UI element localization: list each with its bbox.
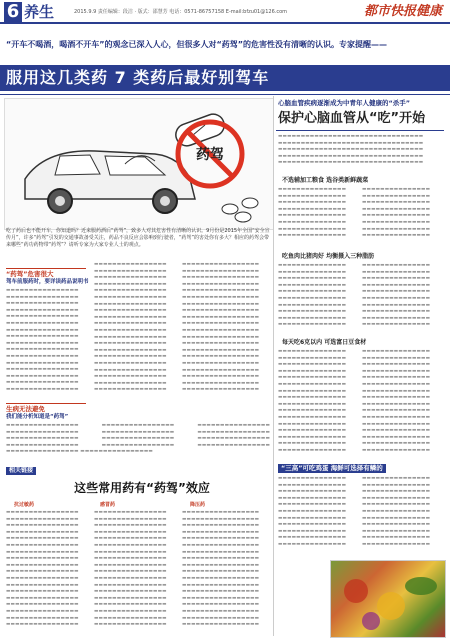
body-text-col1: ▬▬▬▬▬▬▬▬▬▬▬▬▬▬▬▬ ▬▬▬▬▬▬▬▬▬▬▬▬▬▬▬▬ ▬▬▬▬▬▬▬▬▬▬▬▬▬▬▬▬ ▬▬▬▬▬▬▬▬▬▬▬▬▬▬▬▬ ▬▬▬▬▬▬▬▬▬▬▬▬▬▬▬▬ ▬▬▬▬▬▬▬▬▬▬▬▬▬▬▬▬ ▬▬▬▬▬▬▬▬▬▬▬▬▬▬▬▬ ▬▬▬▬▬▬▬▬▬▬▬▬▬▬▬▬ ▬▬▬▬▬▬▬▬▬▬▬▬▬▬▬▬ ▬▬▬▬▬▬▬▬▬▬▬▬▬▬▬▬ ▬▬▬▬▬▬▬▬▬▬▬▬▬▬▬▬ ▬▬▬▬▬▬▬▬▬▬▬▬▬▬▬▬ ▬▬▬▬▬▬▬▬▬▬▬▬▬▬▬▬ ▬▬▬▬▬▬▬▬▬▬▬▬▬▬▬▬ ▬▬▬▬▬▬▬▬▬▬▬▬▬▬▬▬ ▬▬▬▬▬▬▬▬▬▬▬▬▬▬▬▬ — [6, 288, 79, 392]
newspaper-logo: 都市快报健康 — [363, 4, 442, 19]
bottom-text-col2: ▬▬▬▬▬▬▬▬▬▬▬▬▬▬▬▬ ▬▬▬▬▬▬▬▬▬▬▬▬▬▬▬▬ ▬▬▬▬▬▬▬▬▬▬▬▬▬▬▬▬ ▬▬▬▬▬▬▬▬▬▬▬▬▬▬▬▬ ▬▬▬▬▬▬▬▬▬▬▬▬▬▬▬▬ ▬▬▬▬▬▬▬▬▬▬▬▬▬▬▬▬ ▬▬▬▬▬▬▬▬▬▬▬▬▬▬▬▬ ▬▬▬▬▬▬▬▬▬▬▬▬▬▬▬▬ ▬▬▬▬▬▬▬▬▬▬▬▬▬▬▬▬ ▬▬▬▬▬▬▬▬▬▬▬▬▬▬▬▬ ▬▬▬▬▬▬▬▬▬▬▬▬▬▬▬▬ ▬▬▬▬▬▬▬▬▬▬▬▬▬▬▬▬ ▬▬▬▬▬▬▬▬▬▬▬▬▬▬▬▬ ▬▬▬▬▬▬▬▬▬▬▬▬▬▬▬▬ ▬▬▬▬▬▬▬▬▬▬▬▬▬▬▬▬ ▬▬▬▬▬▬▬▬▬▬▬▬▬▬▬▬ ▬▬▬▬▬▬▬▬▬▬▬▬▬▬▬▬ ▬▬▬▬▬▬▬▬▬▬▬▬▬▬▬▬ — [94, 510, 167, 628]
headline-separator — [0, 94, 450, 95]
drug-driving-illustration — [4, 98, 274, 230]
body-text-col3: ▬▬▬▬▬▬▬▬▬▬▬▬▬▬▬▬▬ ▬▬▬▬▬▬▬▬▬▬▬▬▬▬▬▬▬ ▬▬▬▬▬▬▬▬▬▬▬▬▬▬▬▬▬ ▬▬▬▬▬▬▬▬▬▬▬▬▬▬▬▬▬ ▬▬▬▬▬▬▬▬▬▬▬▬▬▬▬▬▬ ▬▬▬▬▬▬▬▬▬▬▬▬▬▬▬▬▬ ▬▬▬▬▬▬▬▬▬▬▬▬▬▬▬▬▬ ▬▬▬▬▬▬▬▬▬▬▬▬▬▬▬▬▬ ▬▬▬▬▬▬▬▬▬▬▬▬▬▬▬▬▬ ▬▬▬▬▬▬▬▬▬▬▬▬▬▬▬▬▬ ▬▬▬▬▬▬▬▬▬▬▬▬▬▬▬▬▬ ▬▬▬▬▬▬▬▬▬▬▬▬▬▬▬▬▬ ▬▬▬▬▬▬▬▬▬▬▬▬▬▬▬▬▬ ▬▬▬▬▬▬▬▬▬▬▬▬▬▬▬▬▬ ▬▬▬▬▬▬▬▬▬▬▬▬▬▬▬▬▬ ▬▬▬▬▬▬▬▬▬▬▬▬▬▬▬▬▬ ▬▬▬▬▬▬▬▬▬▬▬▬▬▬▬▬▬ ▬▬▬▬▬▬▬▬▬▬▬▬▬▬▬▬▬ ▬▬▬▬▬▬▬▬▬▬▬▬▬▬▬▬▬ ▬▬▬▬▬▬▬▬▬▬▬▬▬▬▬▬▬ — [182, 262, 260, 393]
section1-subtitle: 驾车前服药时，要详读药品说明书 — [6, 279, 89, 285]
section2-title: 生病无法避免 — [6, 403, 86, 413]
right-box4-title: “三高”可吃鸡蛋 海鲜可选择有鳞的 — [278, 464, 386, 473]
right-text-h: ▬▬▬▬▬▬▬▬▬▬▬▬▬▬▬ ▬▬▬▬▬▬▬▬▬▬▬▬▬▬▬ ▬▬▬▬▬▬▬▬▬▬▬▬▬▬▬ ▬▬▬▬▬▬▬▬▬▬▬▬▬▬▬ ▬▬▬▬▬▬▬▬▬▬▬▬▬▬▬ ▬▬▬▬▬▬▬▬▬▬▬▬▬▬▬ ▬▬▬▬▬▬▬▬▬▬▬▬▬▬▬ ▬▬▬▬▬▬▬▬▬▬▬▬▬▬▬ ▬▬▬▬▬▬▬▬▬▬▬▬▬▬▬ ▬▬▬▬▬▬▬▬▬▬▬▬▬▬▬ ▬▬▬▬▬▬▬▬▬▬▬▬▬▬▬ — [362, 476, 431, 547]
car-icon — [25, 151, 195, 213]
bottom-text-col1: ▬▬▬▬▬▬▬▬▬▬▬▬▬▬▬▬ ▬▬▬▬▬▬▬▬▬▬▬▬▬▬▬▬ ▬▬▬▬▬▬▬▬▬▬▬▬▬▬▬▬ ▬▬▬▬▬▬▬▬▬▬▬▬▬▬▬▬ ▬▬▬▬▬▬▬▬▬▬▬▬▬▬▬▬ ▬▬▬▬▬▬▬▬▬▬▬▬▬▬▬▬ ▬▬▬▬▬▬▬▬▬▬▬▬▬▬▬▬ ▬▬▬▬▬▬▬▬▬▬▬▬▬▬▬▬ ▬▬▬▬▬▬▬▬▬▬▬▬▬▬▬▬ ▬▬▬▬▬▬▬▬▬▬▬▬▬▬▬▬ ▬▬▬▬▬▬▬▬▬▬▬▬▬▬▬▬ ▬▬▬▬▬▬▬▬▬▬▬▬▬▬▬▬ ▬▬▬▬▬▬▬▬▬▬▬▬▬▬▬▬ ▬▬▬▬▬▬▬▬▬▬▬▬▬▬▬▬ ▬▬▬▬▬▬▬▬▬▬▬▬▬▬▬▬ ▬▬▬▬▬▬▬▬▬▬▬▬▬▬▬▬ ▬▬▬▬▬▬▬▬▬▬▬▬▬▬▬▬ ▬▬▬▬▬▬▬▬▬▬▬▬▬▬▬▬ — [6, 510, 79, 628]
right-text-e: ▬▬▬▬▬▬▬▬▬▬▬▬▬▬▬ ▬▬▬▬▬▬▬▬▬▬▬▬▬▬▬ ▬▬▬▬▬▬▬▬▬▬▬▬▬▬▬ ▬▬▬▬▬▬▬▬▬▬▬▬▬▬▬ ▬▬▬▬▬▬▬▬▬▬▬▬▬▬▬ ▬▬▬▬▬▬▬▬▬▬▬▬▬▬▬ ▬▬▬▬▬▬▬▬▬▬▬▬▬▬▬ ▬▬▬▬▬▬▬▬▬▬▬▬▬▬▬ ▬▬▬▬▬▬▬▬▬▬▬▬▬▬▬ ▬▬▬▬▬▬▬▬▬▬▬▬▬▬▬ ▬▬▬▬▬▬▬▬▬▬▬▬▬▬▬ ▬▬▬▬▬▬▬▬▬▬▬▬▬▬▬ ▬▬▬▬▬▬▬▬▬▬▬▬▬▬▬ ▬▬▬▬▬▬▬▬▬▬▬▬▬▬▬ ▬▬▬▬▬▬▬▬▬▬▬▬▬▬▬ ▬▬▬▬▬▬▬▬▬▬▬▬▬▬▬ — [278, 349, 347, 453]
body-text-col2: ▬▬▬▬▬▬▬▬▬▬▬▬▬▬▬▬ ▬▬▬▬▬▬▬▬▬▬▬▬▬▬▬▬ ▬▬▬▬▬▬▬▬▬▬▬▬▬▬▬▬ ▬▬▬▬▬▬▬▬▬▬▬▬▬▬▬▬ ▬▬▬▬▬▬▬▬▬▬▬▬▬▬▬▬ ▬▬▬▬▬▬▬▬▬▬▬▬▬▬▬▬ ▬▬▬▬▬▬▬▬▬▬▬▬▬▬▬▬ ▬▬▬▬▬▬▬▬▬▬▬▬▬▬▬▬ ▬▬▬▬▬▬▬▬▬▬▬▬▬▬▬▬ ▬▬▬▬▬▬▬▬▬▬▬▬▬▬▬▬ ▬▬▬▬▬▬▬▬▬▬▬▬▬▬▬▬ ▬▬▬▬▬▬▬▬▬▬▬▬▬▬▬▬ ▬▬▬▬▬▬▬▬▬▬▬▬▬▬▬▬ ▬▬▬▬▬▬▬▬▬▬▬▬▬▬▬▬ ▬▬▬▬▬▬▬▬▬▬▬▬▬▬▬▬ ▬▬▬▬▬▬▬▬▬▬▬▬▬▬▬▬ ▬▬▬▬▬▬▬▬▬▬▬▬▬▬▬▬ ▬▬▬▬▬▬▬▬▬▬▬▬▬▬▬▬ ▬▬▬▬▬▬▬▬▬▬▬▬▬▬▬▬ ▬▬▬▬▬▬▬▬▬▬▬▬▬▬▬▬ — [94, 262, 167, 393]
right-kicker: 心脑血管疾病逐渐成为中青年人健康的“杀手” — [278, 99, 411, 107]
right-box1-title: 不选辅加工粮食 选谷类新鲜蔬菜 — [282, 177, 369, 184]
intro-paragraph: 吃了药后也不能开车，你知道吗？近来服药酒后“药驾”，致多人对其危害性有清晰的认识。9月份是2015年全国“安全宣传月”，许多“药驾”引发的交通事故备受关注，药品不良反应会影响到行驶者，“药驾”的害处你有多大？相应的药驾会带来哪些“药功药物带“药驾”？请听专家为大家专业人士的观点。 — [6, 228, 270, 248]
right-box3-title: 每天吃6克以内 可选富日豆食材 — [282, 339, 367, 346]
drug-class-heading: 抗过敏药 — [14, 502, 35, 508]
main-headline: 服用这几类药 7 类药后最好别驾车 — [0, 65, 450, 91]
section-title: 养生 — [24, 3, 55, 21]
right-text-c: ▬▬▬▬▬▬▬▬▬▬▬▬▬▬▬ ▬▬▬▬▬▬▬▬▬▬▬▬▬▬▬ ▬▬▬▬▬▬▬▬▬▬▬▬▬▬▬ ▬▬▬▬▬▬▬▬▬▬▬▬▬▬▬ ▬▬▬▬▬▬▬▬▬▬▬▬▬▬▬ ▬▬▬▬▬▬▬▬▬▬▬▬▬▬▬ ▬▬▬▬▬▬▬▬▬▬▬▬▬▬▬ ▬▬▬▬▬▬▬▬▬▬▬▬▬▬▬ ▬▬▬▬▬▬▬▬▬▬▬▬▬▬▬ ▬▬▬▬▬▬▬▬▬▬▬▬▬▬▬ — [278, 263, 347, 328]
related-link-label: 相关链接 — [6, 467, 36, 475]
pills-icon — [222, 198, 258, 222]
right-headline-rule — [276, 130, 444, 131]
page-meta: 2015.9.9 责任编辑：段洁 · 版式：邵慧芳 电话：0571-86757158 E-mail:bfzu01@126.com — [74, 9, 288, 15]
right-intro-text: ▬▬▬▬▬▬▬▬▬▬▬▬▬▬▬▬▬▬▬▬▬▬▬▬▬▬▬▬▬▬▬▬ ▬▬▬▬▬▬▬▬▬▬▬▬▬▬▬▬▬▬▬▬▬▬▬▬▬▬▬▬▬▬▬▬ ▬▬▬▬▬▬▬▬▬▬▬▬▬▬▬▬▬▬▬▬▬▬▬▬▬▬▬▬▬▬▬▬ ▬▬▬▬▬▬▬▬▬▬▬▬▬▬▬▬▬▬▬▬▬▬▬▬▬▬▬▬▬▬▬▬ ▬▬▬▬▬▬▬▬▬▬▬▬▬▬▬▬▬▬▬▬▬▬▬▬▬▬▬▬▬▬▬▬ — [278, 134, 424, 166]
right-headline: 保护心脑血管从“吃”开始 — [278, 111, 426, 126]
masthead-rule — [0, 22, 450, 24]
illustration-label: 药驾 — [196, 147, 224, 163]
page-number: 6 — [4, 2, 22, 22]
related-article-title: 这些常用药有“药驾”效应 — [74, 481, 210, 495]
body-text-section2: ▬▬▬▬▬▬▬▬▬▬▬▬▬▬▬▬ ▬▬▬▬▬▬▬▬▬▬▬▬▬▬▬▬ ▬▬▬▬▬▬▬▬▬▬▬▬▬▬▬▬ ▬▬▬▬▬▬▬▬▬▬▬▬▬▬▬▬ ▬▬▬▬▬▬▬▬▬▬▬▬▬▬▬▬ ▬▬▬▬▬▬▬▬▬▬▬▬▬▬▬▬ ▬▬▬▬▬▬▬▬▬▬▬▬▬▬▬▬ ▬▬▬▬▬▬▬▬▬▬▬▬▬▬▬▬ ▬▬▬▬▬▬▬▬▬▬▬▬▬▬▬▬ ▬▬▬▬▬▬▬▬▬▬▬▬▬▬▬▬ ▬▬▬▬▬▬▬▬▬▬▬▬▬▬▬▬ ▬▬▬▬▬▬▬▬▬▬▬▬▬▬▬▬ ▬▬▬▬▬▬▬▬▬▬▬▬▬▬▬▬ ▬▬▬▬▬▬▬▬▬▬▬▬▬▬▬▬ — [6, 423, 270, 455]
right-text-f: ▬▬▬▬▬▬▬▬▬▬▬▬▬▬▬ ▬▬▬▬▬▬▬▬▬▬▬▬▬▬▬ ▬▬▬▬▬▬▬▬▬▬▬▬▬▬▬ ▬▬▬▬▬▬▬▬▬▬▬▬▬▬▬ ▬▬▬▬▬▬▬▬▬▬▬▬▬▬▬ ▬▬▬▬▬▬▬▬▬▬▬▬▬▬▬ ▬▬▬▬▬▬▬▬▬▬▬▬▬▬▬ ▬▬▬▬▬▬▬▬▬▬▬▬▬▬▬ ▬▬▬▬▬▬▬▬▬▬▬▬▬▬▬ ▬▬▬▬▬▬▬▬▬▬▬▬▬▬▬ ▬▬▬▬▬▬▬▬▬▬▬▬▬▬▬ ▬▬▬▬▬▬▬▬▬▬▬▬▬▬▬ ▬▬▬▬▬▬▬▬▬▬▬▬▬▬▬ ▬▬▬▬▬▬▬▬▬▬▬▬▬▬▬ ▬▬▬▬▬▬▬▬▬▬▬▬▬▬▬ ▬▬▬▬▬▬▬▬▬▬▬▬▬▬▬ — [362, 349, 431, 453]
article-deck: “开车不喝酒，喝酒不开车”的观念已深入人心，但很多人对“药驾”的危害性没有清晰的认识。专家提醒—— — [6, 40, 388, 49]
right-text-a: ▬▬▬▬▬▬▬▬▬▬▬▬▬▬▬ ▬▬▬▬▬▬▬▬▬▬▬▬▬▬▬ ▬▬▬▬▬▬▬▬▬▬▬▬▬▬▬ ▬▬▬▬▬▬▬▬▬▬▬▬▬▬▬ ▬▬▬▬▬▬▬▬▬▬▬▬▬▬▬ ▬▬▬▬▬▬▬▬▬▬▬▬▬▬▬ ▬▬▬▬▬▬▬▬▬▬▬▬▬▬▬ ▬▬▬▬▬▬▬▬▬▬▬▬▬▬▬ — [278, 187, 347, 239]
right-box2-title: 吃鱼肉比猪肉好 均衡摄入三种脂肪 — [282, 253, 375, 260]
vegetables-photo — [330, 560, 446, 638]
right-text-d: ▬▬▬▬▬▬▬▬▬▬▬▬▬▬▬ ▬▬▬▬▬▬▬▬▬▬▬▬▬▬▬ ▬▬▬▬▬▬▬▬▬▬▬▬▬▬▬ ▬▬▬▬▬▬▬▬▬▬▬▬▬▬▬ ▬▬▬▬▬▬▬▬▬▬▬▬▬▬▬ ▬▬▬▬▬▬▬▬▬▬▬▬▬▬▬ ▬▬▬▬▬▬▬▬▬▬▬▬▬▬▬ ▬▬▬▬▬▬▬▬▬▬▬▬▬▬▬ ▬▬▬▬▬▬▬▬▬▬▬▬▬▬▬ ▬▬▬▬▬▬▬▬▬▬▬▬▬▬▬ — [362, 263, 431, 328]
right-text-g: ▬▬▬▬▬▬▬▬▬▬▬▬▬▬▬ ▬▬▬▬▬▬▬▬▬▬▬▬▬▬▬ ▬▬▬▬▬▬▬▬▬▬▬▬▬▬▬ ▬▬▬▬▬▬▬▬▬▬▬▬▬▬▬ ▬▬▬▬▬▬▬▬▬▬▬▬▬▬▬ ▬▬▬▬▬▬▬▬▬▬▬▬▬▬▬ ▬▬▬▬▬▬▬▬▬▬▬▬▬▬▬ ▬▬▬▬▬▬▬▬▬▬▬▬▬▬▬ ▬▬▬▬▬▬▬▬▬▬▬▬▬▬▬ ▬▬▬▬▬▬▬▬▬▬▬▬▬▬▬ ▬▬▬▬▬▬▬▬▬▬▬▬▬▬▬ — [278, 476, 347, 547]
right-text-b: ▬▬▬▬▬▬▬▬▬▬▬▬▬▬▬ ▬▬▬▬▬▬▬▬▬▬▬▬▬▬▬ ▬▬▬▬▬▬▬▬▬▬▬▬▬▬▬ ▬▬▬▬▬▬▬▬▬▬▬▬▬▬▬ ▬▬▬▬▬▬▬▬▬▬▬▬▬▬▬ ▬▬▬▬▬▬▬▬▬▬▬▬▬▬▬ ▬▬▬▬▬▬▬▬▬▬▬▬▬▬▬ ▬▬▬▬▬▬▬▬▬▬▬▬▬▬▬ — [362, 187, 431, 239]
section1-title: “药驾”危害很大 — [6, 268, 86, 278]
drug-class-heading: 降压药 — [190, 502, 206, 508]
bottom-text-col3: ▬▬▬▬▬▬▬▬▬▬▬▬▬▬▬▬▬ ▬▬▬▬▬▬▬▬▬▬▬▬▬▬▬▬▬ ▬▬▬▬▬▬▬▬▬▬▬▬▬▬▬▬▬ ▬▬▬▬▬▬▬▬▬▬▬▬▬▬▬▬▬ ▬▬▬▬▬▬▬▬▬▬▬▬▬▬▬▬▬ ▬▬▬▬▬▬▬▬▬▬▬▬▬▬▬▬▬ ▬▬▬▬▬▬▬▬▬▬▬▬▬▬▬▬▬ ▬▬▬▬▬▬▬▬▬▬▬▬▬▬▬▬▬ ▬▬▬▬▬▬▬▬▬▬▬▬▬▬▬▬▬ ▬▬▬▬▬▬▬▬▬▬▬▬▬▬▬▬▬ ▬▬▬▬▬▬▬▬▬▬▬▬▬▬▬▬▬ ▬▬▬▬▬▬▬▬▬▬▬▬▬▬▬▬▬ ▬▬▬▬▬▬▬▬▬▬▬▬▬▬▬▬▬ ▬▬▬▬▬▬▬▬▬▬▬▬▬▬▬▬▬ ▬▬▬▬▬▬▬▬▬▬▬▬▬▬▬▬▬ ▬▬▬▬▬▬▬▬▬▬▬▬▬▬▬▬▬ ▬▬▬▬▬▬▬▬▬▬▬▬▬▬▬▬▬ ▬▬▬▬▬▬▬▬▬▬▬▬▬▬▬▬▬ — [182, 510, 260, 628]
section2-subtitle: 我们能分析知道是“药驾” — [6, 414, 69, 420]
drug-class-heading: 感冒药 — [100, 502, 116, 508]
column-divider — [273, 96, 274, 636]
